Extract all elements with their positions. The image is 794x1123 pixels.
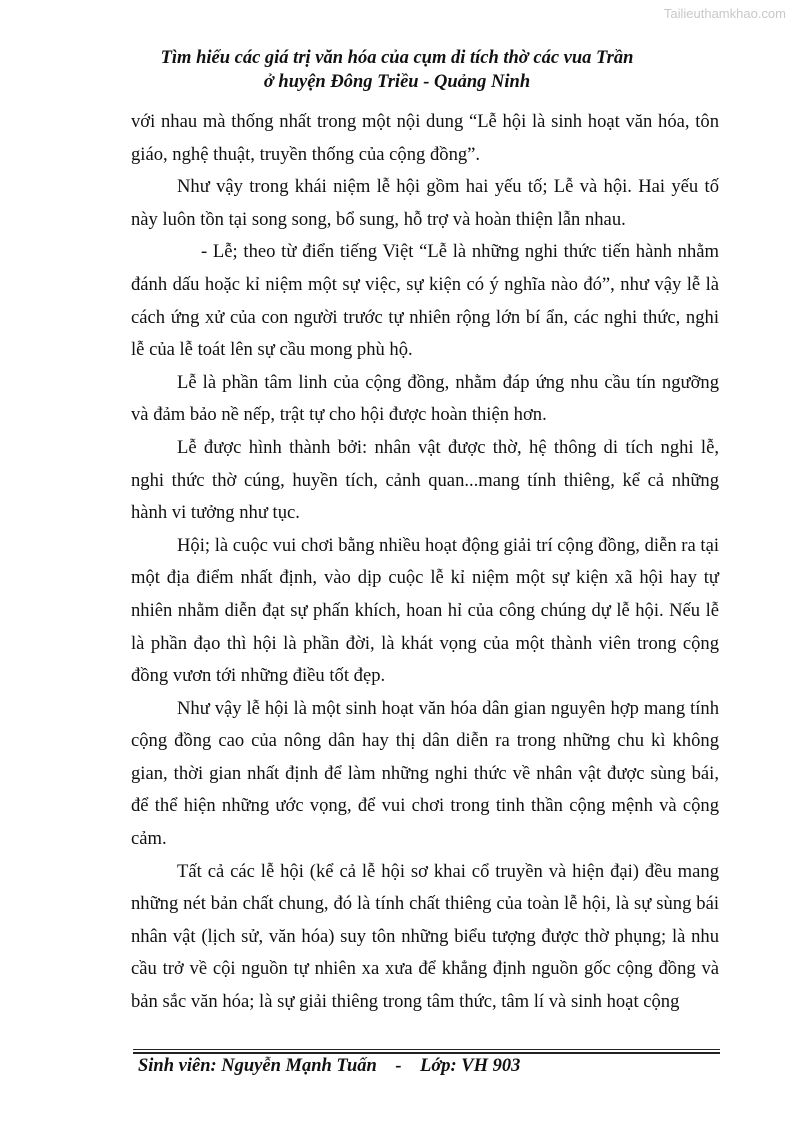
- page-footer: [138, 1056, 520, 1077]
- paragraph: Như vậy lễ hội là một sinh hoạt văn hóa dân gian nguyên hợp mang tính cộng đồng cao của nông dân hay thị dân diễn ra trong những chu kì không gian, thời gian nhất định để làm những nghi thức về nhân vật được sùng bái, để thể hiện những ước vọng, để vui chơi trong tinh thần cộng mệnh và cộng cảm.: [131, 697, 719, 850]
- paragraph: Lễ là phần tâm linh của cộng đồng, nhằm đáp ứng nhu cầu tín ngưỡng và đảm bảo nề nếp, trật tự cho hội được hoàn thiện hơn.: [131, 371, 719, 426]
- document-body: [131, 106, 719, 1019]
- header-title-line-1: Tìm hiểu các giá trị văn hóa của cụm di tích thờ các vua Trần: [160, 48, 634, 68]
- paragraph: Tất cả các lễ hội (kể cả lễ hội sơ khai cổ truyền và hiện đại) đều mang những nét bản chất chung, đó là tính chất thiêng của toàn lễ hội, là sự sùng bái nhân vật (lịch sử, văn hóa) suy tôn những biểu tượng được thờ phụng; là nhu cầu trở về cội nguồn tự nhiên xa xưa để khẳng định nguồn gốc cộng đồng và bản sắc văn hóa; là sự giải thiêng trong tâm thức, tâm lí và sinh hoạt cộng: [131, 860, 719, 1013]
- paragraph: Lễ được hình thành bởi: nhân vật được thờ, hệ thông di tích nghi lễ, nghi thức thờ cúng, huyền tích, cảnh quan...mang tính thiêng, kể cả những hành vi tưởng như tục.: [131, 436, 719, 524]
- header-title-line-2: ở huyện Đông Triều - Quảng Ninh: [263, 72, 531, 92]
- paragraph: với nhau mà thống nhất trong một nội dung “Lễ hội là sinh hoạt văn hóa, tôn giáo, nghệ thuật, truyền thống của cộng đồng”.: [131, 111, 719, 165]
- page-header: [0, 46, 794, 94]
- watermark: Tailieuthamkhao.com: [663, 6, 786, 21]
- footer-separator: -: [395, 1056, 402, 1076]
- footer-divider: [133, 1052, 720, 1054]
- footer-class: Lớp: VH 903: [420, 1056, 521, 1076]
- footer-divider: [133, 1049, 720, 1050]
- footer-student: Sinh viên: Nguyễn Mạnh Tuấn: [138, 1056, 377, 1076]
- paragraph: Hội; là cuộc vui chơi bằng nhiều hoạt động giải trí cộng đồng, diễn ra tại một địa điểm nhất định, vào dịp cuộc lễ kỉ niệm một sự kiện xã hội hay tự nhiên nhằm diễn đạt sự phấn khích, hoan hỉ của công chúng dự lễ hội. Nếu lễ là phần đạo thì hội là phần đời, là khát vọng của một thành viên trong cộng đồng vươn tới những điều tốt đẹp.: [131, 534, 719, 687]
- paragraph: - Lễ; theo từ điển tiếng Việt “Lễ là những nghi thức tiến hành nhằm đánh dấu hoặc kỉ niệm một sự việc, sự kiện có ý nghĩa nào đó”, như vậy lễ là cách ứng xử của con người trước tự nhiên rộng lớn bí ẩn, các nghi thức, nghi lễ của lễ toát lên sự cầu mong phù hộ.: [131, 241, 719, 361]
- paragraph: Như vậy trong khái niệm lễ hội gồm hai yếu tố; Lễ và hội. Hai yếu tố này luôn tồn tại song song, bổ sung, hỗ trợ và hoàn thiện lẫn nhau.: [131, 176, 719, 230]
